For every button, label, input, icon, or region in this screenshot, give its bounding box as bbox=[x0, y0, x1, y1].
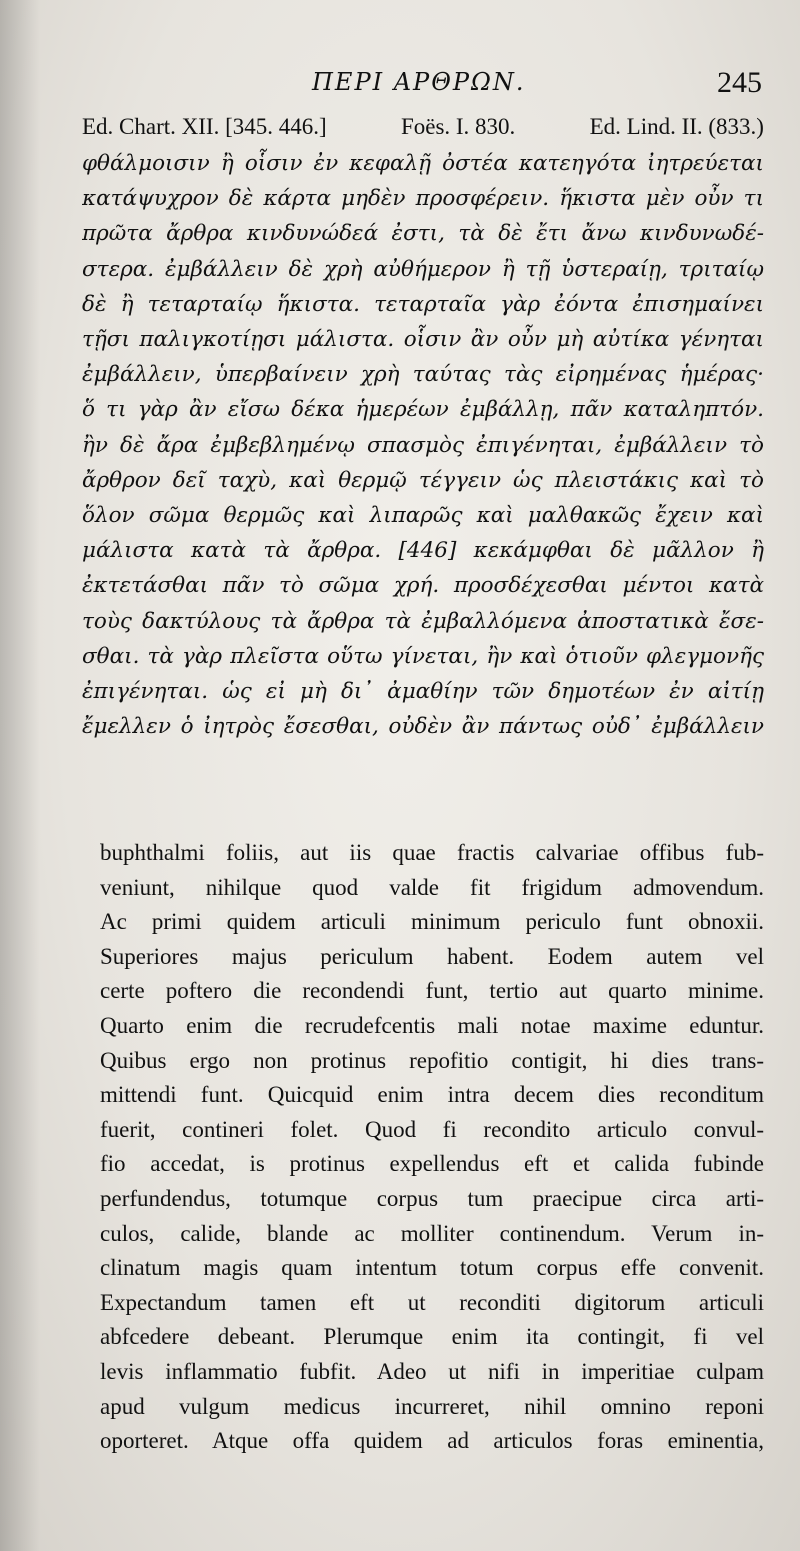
latin-line: perfundendus, totumque corpus tum praecipue circa arti- bbox=[100, 1185, 764, 1211]
greek-text-block bbox=[82, 146, 764, 744]
latin-line: culos, calide, blande ac molliter continendum. Verum in- bbox=[100, 1220, 764, 1246]
latin-line: fuerit, contineri folet. Quod fi recondito articulo convul- bbox=[100, 1116, 764, 1142]
greek-line: ἐπιγένηται. ὡς εἰ μὴ δι᾿ ἀμαθίην τῶν δημοτέων ἐν αἰτίῃ bbox=[82, 679, 764, 705]
latin-line: Expectandum tamen eft ut reconditi digitorum articuli bbox=[100, 1289, 764, 1315]
edition-lind-ref: Ed. Lind. II. (833.) bbox=[589, 114, 764, 139]
edition-foes-ref: Foës. I. 830. bbox=[400, 114, 516, 139]
greek-line: πρῶτα ἄρθρα κινδυνώδεά ἐστι, τὰ δὲ ἔτι ἄνω κινδυνωδέ- bbox=[82, 221, 764, 247]
greek-line: ἢν δὲ ἄρα ἐμβεβλημένῳ σπασμὸς ἐπιγένηται, ἐμβάλλειν τὸ bbox=[82, 432, 764, 458]
latin-line: veniunt, nihilque quod valde fit frigidum admovendum. bbox=[100, 874, 764, 900]
latin-line: certe poftero die recondendi funt, tertio aut quarto minime. bbox=[100, 978, 764, 1004]
greek-line: ἄρθρον δεῖ ταχὺ, καὶ θερμῷ τέγγειν ὡς πλειστάκις καὶ τὸ bbox=[82, 467, 764, 493]
page-number: 245 bbox=[717, 66, 762, 99]
greek-line: κατάψυχρον δὲ κάρτα μηδὲν προσφέρειν. ἥκιστα μὲν οὖν τι bbox=[82, 186, 764, 212]
latin-text-block bbox=[100, 836, 764, 1459]
latin-line: oporteret. Atque offa quidem ad articulos foras eminentia, bbox=[100, 1428, 764, 1454]
latin-line: mittendi funt. Quicquid enim intra decem dies reconditum bbox=[100, 1082, 764, 1108]
greek-line: ἐμβάλλειν, ὑπερβαίνειν χρὴ ταύτας τὰς εἰρημένας ἡμέρας· bbox=[82, 362, 764, 388]
greek-line: ἔμελλεν ὁ ἰητρὸς ἔσεσθαι, οὐδὲν ἂν πάντως οὐδ᾿ ἐμβάλλειν bbox=[82, 714, 764, 740]
latin-line: Quarto enim die recrudefcentis mali notae maxime eduntur. bbox=[100, 1012, 764, 1038]
latin-line: levis inflammatio fubfit. Adeo ut nifi in imperitiae culpam bbox=[100, 1358, 764, 1384]
edition-chart-ref: Ed. Chart. XII. [345. 446.] bbox=[82, 114, 327, 139]
greek-line: ὅλον σῶμα θερμῶς καὶ λιπαρῶς καὶ μαλθακῶς ἔχειν καὶ bbox=[82, 503, 764, 529]
latin-line: fio accedat, is protinus expellendus eft et calida fubinde bbox=[100, 1151, 764, 1177]
latin-line: Quibus ergo non protinus repofitio contigit, hi dies trans- bbox=[100, 1047, 764, 1073]
edition-reference-line bbox=[82, 114, 764, 140]
greek-line: ὅ τι γὰρ ἂν εἴσω δέκα ἡμερέων ἐμβάλλῃ, πᾶν καταληπτόν. bbox=[82, 397, 764, 423]
latin-line: buphthalmi foliis, aut iis quae fractis calvariae offibus fub- bbox=[100, 840, 764, 865]
latin-line: Ac primi quidem articuli minimum periculo funt obnoxii. bbox=[100, 909, 764, 935]
latin-line: Superiores majus periculum habent. Eodem autem vel bbox=[100, 943, 764, 969]
latin-line: clinatum magis quam intentum totum corpus effe convenit. bbox=[100, 1255, 764, 1281]
greek-line: φθάλμοισιν ἢ οἷσιν ἐν κεφαλῇ ὀστέα κατεηγότα ἰητρεύεται bbox=[82, 151, 764, 176]
greek-line: τοὺς δακτύλους τὰ ἄρθρα τὰ ἐμβαλλόμενα ἀποστατικὰ ἔσε- bbox=[82, 608, 764, 634]
running-title: ΠΕΡΙ ΑΡΘΡΩΝ. bbox=[312, 68, 526, 96]
greek-line: δὲ ἢ τεταρταίῳ ἥκιστα. τεταρταῖα γὰρ ἐόντα ἐπισημαίνει bbox=[82, 291, 764, 317]
latin-line: abfcedere debeant. Plerumque enim ita contingit, fi vel bbox=[100, 1324, 764, 1350]
greek-line: μάλιστα κατὰ τὰ ἄρθρα. [446] κεκάμφθαι δὲ μᾶλλον ἢ bbox=[82, 538, 764, 564]
greek-line: ἐκτετάσθαι πᾶν τὸ σῶμα χρή. προσδέχεσθαι μέντοι κατὰ bbox=[82, 573, 764, 599]
greek-line: στερα. ἐμβάλλειν δὲ χρὴ αὐθήμερον ἢ τῇ ὑστεραίῃ, τριταίῳ bbox=[82, 256, 764, 282]
latin-line: apud vulgum medicus incurreret, nihil omnino reponi bbox=[100, 1393, 764, 1419]
greek-line: τῇσι παλιγκοτίῃσι μάλιστα. οἷσιν ἂν οὖν μὴ αὐτίκα γένηται bbox=[82, 327, 764, 353]
greek-line: σθαι. τὰ γὰρ πλεῖστα οὕτω γίνεται, ἢν καὶ ὁτιοῦν φλεγμονῆς bbox=[82, 643, 764, 669]
page-header bbox=[0, 68, 800, 108]
